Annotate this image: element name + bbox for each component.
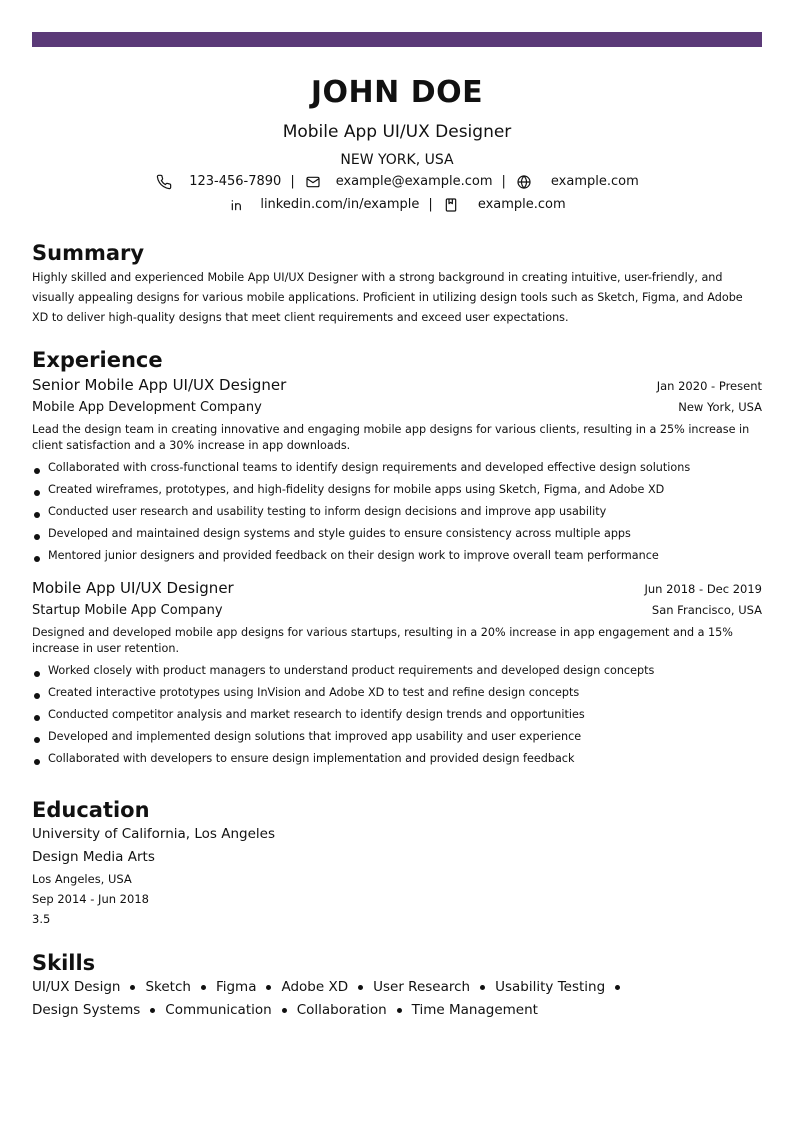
skill-item [412,999,538,1022]
linkedin-icon [228,196,246,214]
job-bullets [32,660,762,770]
list-item: Conducted user research and usability testing to inform design decisions and improve app usability [32,501,762,523]
skills-heading: Skills [32,951,96,975]
job-description: Lead the design team in creating innovative and engaging mobile app designs for various clients, resulting in a 25% increase in client satisfaction and a 30% increase in app downloads. [32,423,750,452]
skill-separator-dot [358,985,363,990]
list-item: Conducted competitor analysis and market research to identify design trends and opportunities [32,704,762,726]
skill-label: Adobe XD [281,979,349,995]
education-location: Los Angeles, USA [32,872,132,886]
summary-text: Highly skilled and experienced Mobile App UI/UX Designer with a strong background in creating intuitive, user-friendly, and visually appealing designs for various mobile applications. Proficient in utilizing design tools such as Sketch, Figma, and Adobe XD to deliver high-quality designs that meet client requirements and exceed user expectations. [32,271,743,324]
phone-number[interactable]: 123-456-7890 [189,174,282,189]
education-dates: Sep 2014 - Jun 2018 [32,892,149,906]
skill-item [32,999,165,1022]
job-entry [32,374,762,567]
skill-label: Usability Testing [495,979,606,995]
job-location: San Francisco, USA [651,603,762,617]
skill-item [32,976,145,999]
skill-item [495,976,630,999]
skill-separator-dot [282,1008,287,1013]
experience-heading: Experience [32,348,163,372]
list-item: Collaborated with cross-functional teams to identify design requirements and developed effective design solutions [32,457,762,479]
email-link[interactable]: example@example.com [335,174,493,189]
summary-section [32,240,762,328]
skill-label: Communication [165,1002,272,1018]
list-item: Created interactive prototypes using InVision and Adobe XD to test and refine design concepts [32,682,762,704]
portfolio-icon [442,196,460,214]
job-bullets [32,457,762,567]
list-item: Developed and implemented design solutions that improved app usability and user experience [32,726,762,748]
portfolio-link[interactable]: example.com [477,197,566,212]
skill-separator-dot [615,985,620,990]
accent-bar [32,32,762,47]
separator: | [501,174,506,189]
job-entry [32,577,762,770]
globe-icon [515,173,533,191]
education-school: University of California, Los Angeles [32,826,276,842]
contact-row-1 [32,171,762,193]
list-item: Developed and maintained design systems and style guides to ensure consistency across multiple apps [32,523,762,545]
skill-separator-dot [130,985,135,990]
skill-item [145,976,215,999]
skill-item [165,999,296,1022]
skill-label: Figma [215,979,257,995]
skill-separator-dot [201,985,206,990]
job-title: Senior Mobile App UI/UX Designer [32,376,287,394]
skill-separator-dot [266,985,271,990]
mail-icon [304,173,322,191]
candidate-name: JOHN DOE [310,75,484,110]
website-link[interactable]: example.com [550,174,639,189]
skills-section [32,950,762,1022]
skill-label: User Research [373,979,471,995]
separator: | [428,197,433,212]
job-dates: Jan 2020 - Present [656,379,762,393]
job-company: Mobile App Development Company [32,400,262,415]
skill-label: Sketch [145,979,191,995]
experience-section [32,347,762,770]
candidate-title: Mobile App UI/UX Designer [282,122,512,142]
job-title: Mobile App UI/UX Designer [32,579,234,597]
list-item: Mentored junior designers and provided feedback on their design work to improve overall team performance [32,545,762,567]
education-heading: Education [32,798,150,822]
education-field: Design Media Arts [32,849,155,865]
skill-item [216,976,282,999]
list-item: Created wireframes, prototypes, and high-fidelity designs for mobile apps using Sketch, Figma, and Adobe XD [32,479,762,501]
education-gpa: 3.5 [32,912,51,926]
skill-item [373,976,495,999]
skill-separator-dot [150,1008,155,1013]
job-description: Designed and developed mobile app designs for various startups, resulting in a 20% increase in app engagement and a 15% increase in user retention. [32,626,733,655]
skills-list [32,976,762,1022]
contact-row-2 [32,194,762,216]
resume-page [32,32,762,1018]
separator: | [290,174,295,189]
job-dates: Jun 2018 - Dec 2019 [644,582,762,596]
education-section [32,797,762,929]
skill-label: Collaboration [296,1002,387,1018]
job-location: New York, USA [678,400,762,414]
phone-icon [155,173,173,191]
skill-label: Time Management [411,1002,538,1018]
skill-item [297,999,412,1022]
skill-item [281,976,373,999]
skill-separator-dot [480,985,485,990]
skill-separator-dot [397,1008,402,1013]
candidate-location: NEW YORK, USA [340,152,454,168]
summary-heading: Summary [32,241,145,265]
list-item: Worked closely with product managers to understand product requirements and developed design concepts [32,660,762,682]
linkedin-link[interactable]: linkedin.com/in/example [260,197,420,212]
skill-label: UI/UX Design [32,979,121,995]
list-item: Collaborated with developers to ensure design implementation and provided design feedback [32,748,762,770]
job-company: Startup Mobile App Company [32,603,223,618]
skill-label: Design Systems [32,1002,141,1018]
